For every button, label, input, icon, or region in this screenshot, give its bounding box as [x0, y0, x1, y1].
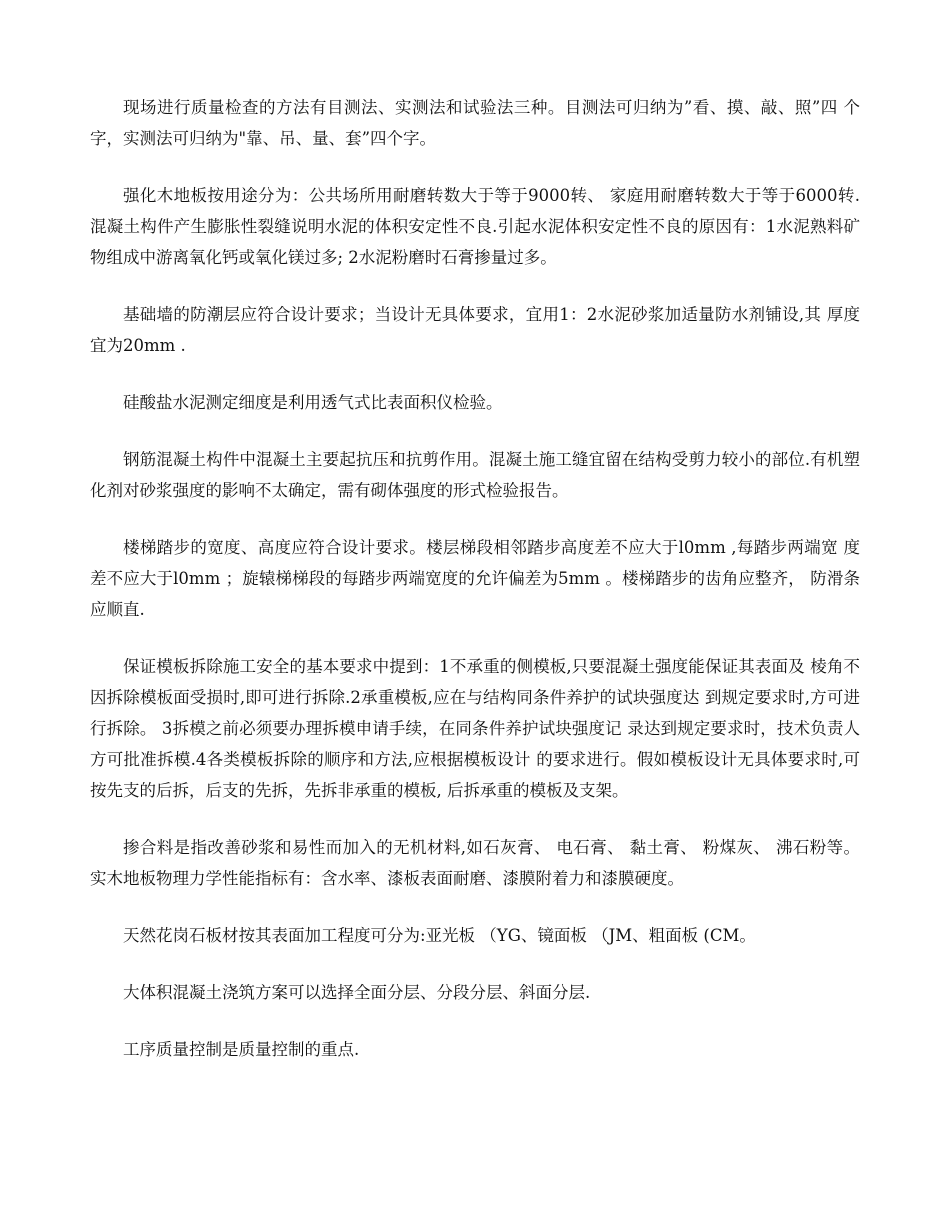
- paragraph-stair-treads: 楼梯踏步的宽度、高度应符合设计要求。楼层梯段相邻踏步高度差不应大于l0mm ,每踏步两端宽 度差不应大于l0mm ；旋辕梯梯段的每踏步两端宽度的允许偏差为5mm 。楼梯踏步的齿角应整齐， 防滑条应顺直.: [90, 538, 860, 619]
- paragraph-process-control: 工序质量控制是质量控制的重点.: [123, 1040, 360, 1059]
- paragraph-admixtures: 掺合料是指改善砂浆和易性而加入的无机材料,如石灰膏、 电石膏、 黏土膏、 粉煤灰、 沸石粉等。 实木地板物理力学性能指标有：含水率、漆板表面耐磨、漆膜附着力和漆膜硬度。: [90, 838, 860, 888]
- paragraph-reinforced-concrete: 钢筋混凝土构件中混凝土主要起抗压和抗剪作用。混凝土施工缝宜留在结构受剪力较小的部位.有机塑化剂对砂浆强度的影响不太确定，需有砌体强度的形式检验报告。: [90, 450, 860, 500]
- paragraph-damp-proof-course: 基础墙的防潮层应符合设计要求；当设计无具体要求，宜用1：2水泥砂浆加适量防水剂铺设,其 厚度宜为20mm .: [90, 305, 860, 355]
- paragraph-laminate-floor: 强化木地板按用途分为：公共场所用耐磨转数大于等于9000转、 家庭用耐磨转数大于等于6000转.混凝土构件产生膨胀性裂缝说明水泥的体积安定性不良.引起水泥体积安定性不良的原因有：1水泥熟料矿物组成中游离氧化钙或氧化镁过多; 2水泥粉磨时石膏掺量过多。: [90, 186, 860, 267]
- paragraph-formwork-removal: 保证模板拆除施工安全的基本要求中提到：1不承重的侧模板,只要混凝土强度能保证其表面及 棱角不因拆除模板面受损时,即可进行拆除.2承重模板,应在与结构同条件养护的试块强度达 到规定要求时,方可进行拆除。 3拆模之前必须要办理拆模申请手续，在同条件养护试块强度记 录达到规定要求时，技术负责人方可批准拆模.4各类模板拆除的顺序和方法,应根据模板设计 的要求进行。假如模板设计无具体要求时,可按先支的后拆，后支的先拆，先拆非承重的模板, 后拆承重的模板及支架。: [90, 657, 860, 800]
- paragraph-inspection-methods: 现场进行质量检查的方法有目测法、实测法和试验法三种。目测法可归纳为”看、摸、敲、照”四 个字，实测法可归纳为"靠、吊、量、套”四个字。: [90, 98, 860, 148]
- paragraph-cement-fineness: 硅酸盐水泥测定细度是利用透气式比表面积仪检验。: [123, 393, 503, 412]
- paragraph-granite-finish: 天然花岗石板材按其表面加工程度可分为:亚光板 （YG、镜面板 （JM、粗面板 (CM。: [123, 926, 756, 945]
- document-body: [90, 92, 860, 1091]
- paragraph-mass-concrete: 大体积混凝土浇筑方案可以选择全面分层、分段分层、斜面分层.: [123, 983, 591, 1002]
